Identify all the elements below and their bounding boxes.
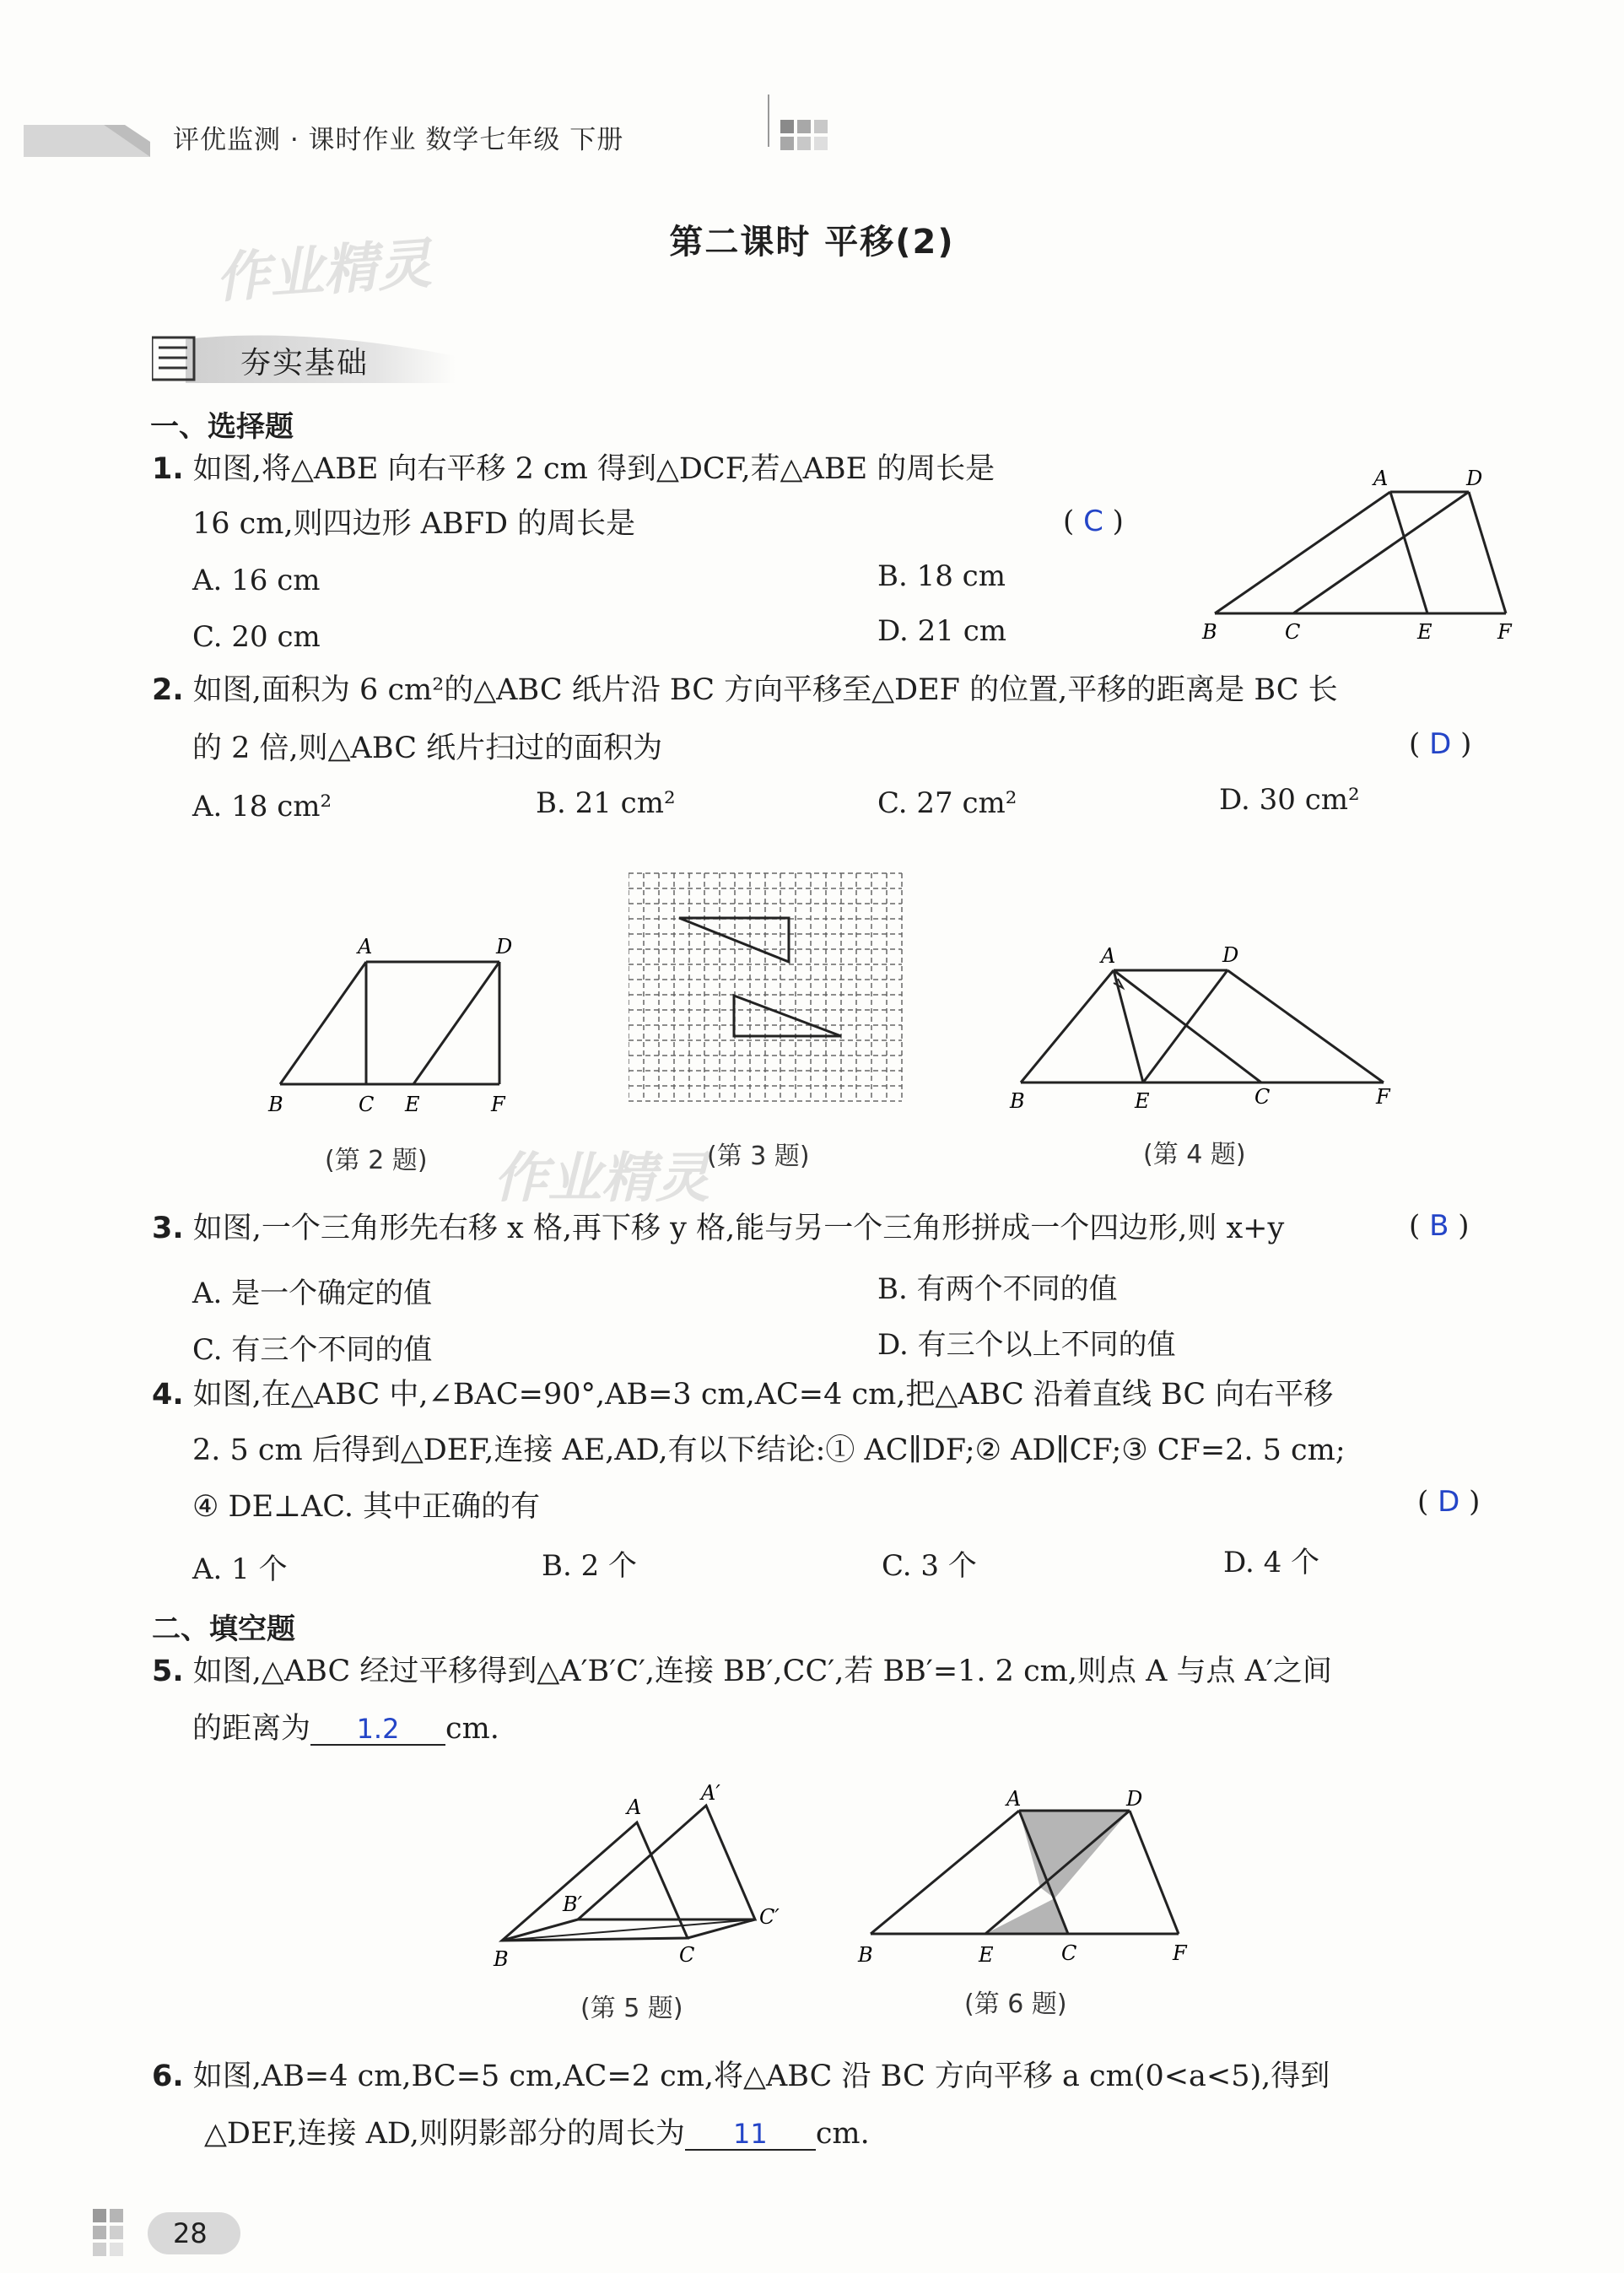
fig4-line-AC	[1114, 970, 1261, 1083]
fig6-label-E: E	[979, 1943, 994, 1967]
fig1-label-A: A	[1373, 467, 1389, 490]
fig4-line-BA	[1021, 970, 1114, 1083]
question-2-answer: D	[1429, 727, 1452, 761]
figure-2-caption: (第 2 题)	[325, 1146, 428, 1175]
question-2-text2: 的 2 倍,则△ABC 纸片扫过的面积为	[192, 732, 663, 765]
question-3-option-d: D. 有三个以上不同的值	[877, 1328, 1176, 1362]
question-5-line1	[152, 1654, 1332, 1689]
page-title: 第二课时 平移(2)	[669, 223, 955, 262]
fig5-label-C2: C′	[759, 1905, 780, 1929]
fig5-triangle-ABC	[502, 1822, 688, 1941]
question-3-option-b: B. 有两个不同的值	[877, 1272, 1118, 1306]
question-4-option-b: B. 2 个	[542, 1549, 638, 1583]
question-6-text2-post: cm.	[815, 2117, 870, 2151]
question-3-line1	[152, 1211, 1284, 1246]
question-5-text2-post: cm.	[445, 1712, 499, 1746]
question-3-text1: 如图,一个三角形先右移 x 格,再下移 y 格,能与另一个三角形拼成一个四边形,则 x+y	[192, 1212, 1285, 1245]
section-heading-choice: 一、选择题	[150, 410, 294, 444]
question-2-text1: 如图,面积为 6 cm²的△ABC 纸片沿 BC 方向平移至△DEF 的位置,平移的距离是 BC 长	[192, 673, 1338, 707]
question-1-option-a: A. 16 cm	[192, 564, 321, 597]
fig1-line-CD	[1293, 492, 1469, 613]
question-1-option-c: C. 20 cm	[192, 620, 321, 654]
fig6-label-A: A	[1006, 1789, 1022, 1811]
question-1-line1	[152, 451, 995, 487]
question-6-text2-pre: △DEF,连接 AD,则阴影部分的周长为	[204, 2117, 685, 2151]
fig1-line-DF	[1469, 492, 1506, 613]
fig2-line-BA	[280, 962, 366, 1084]
fig4-label-A: A	[1101, 944, 1116, 968]
fig3-triangle-top	[679, 918, 789, 962]
fig2-label-F: F	[491, 1093, 505, 1116]
fig5-label-C: C	[679, 1943, 695, 1967]
fig5-label-A: A	[627, 1795, 642, 1819]
question-2-answer-box: ( D )	[1409, 727, 1472, 761]
fig4-label-F: F	[1376, 1085, 1390, 1109]
question-2-option-b: B. 21 cm²	[536, 786, 676, 820]
fig6-label-F: F	[1173, 1941, 1187, 1965]
section-banner-label: 夯实基础	[240, 346, 370, 381]
question-4-line1	[152, 1377, 1333, 1412]
fig6-line-DF	[1130, 1811, 1179, 1934]
fig5-label-B: B	[494, 1947, 509, 1971]
fig5-triangle-A2B2C2	[578, 1806, 755, 1919]
figure-1	[1198, 460, 1535, 654]
question-2-option-a: A. 18 cm²	[192, 790, 332, 823]
section-heading-fill: 二、填空题	[152, 1612, 295, 1646]
fig1-label-C: C	[1285, 620, 1301, 644]
fig6-label-B: B	[858, 1943, 873, 1967]
fig1-label-D: D	[1466, 467, 1483, 490]
fig2-label-B: B	[268, 1093, 283, 1116]
question-6-line2	[204, 2116, 870, 2152]
figure-4-caption: (第 4 题)	[1143, 1140, 1246, 1169]
header-decoration	[24, 108, 150, 157]
question-2-option-d: D. 30 cm²	[1219, 783, 1360, 817]
figure-6	[856, 1789, 1211, 1974]
fig1-label-F: F	[1497, 620, 1512, 644]
figure-3-caption: (第 3 题)	[707, 1142, 810, 1171]
fig2-label-C: C	[359, 1093, 375, 1116]
figure-3	[629, 869, 903, 1114]
watermark-top: 作业精灵	[213, 233, 434, 310]
question-4-text1: 如图,在△ABC 中,∠BAC=90°,AB=3 cm,AC=4 cm,把△ABC 沿着直线 BC 向右平移	[192, 1378, 1334, 1412]
question-5-line2	[192, 1711, 499, 1747]
fig4-label-B: B	[1010, 1089, 1025, 1113]
question-6-blank: 11	[685, 2119, 816, 2151]
fig4-label-D: D	[1222, 943, 1239, 967]
fig6-label-C: C	[1061, 1941, 1077, 1965]
question-2-number: 2.	[152, 673, 184, 707]
question-1-number: 1.	[152, 452, 184, 486]
question-1-text1: 如图,将△ABE 向右平移 2 cm 得到△DCF,若△ABE 的周长是	[192, 452, 995, 486]
watermark-middle: 作业精灵	[494, 1147, 709, 1210]
question-4-answer: D	[1438, 1485, 1460, 1519]
fig6-line-BA	[871, 1811, 1019, 1934]
fig2-label-A: A	[358, 935, 373, 958]
question-4-text2: 2. 5 cm 后得到△DEF,连接 AE,AD,有以下结论:① AC∥DF;② AD∥CF;③ CF=2. 5 cm;	[192, 1433, 1346, 1467]
question-3-answer: B	[1429, 1209, 1449, 1243]
fig5-label-B2: B′	[563, 1892, 583, 1916]
question-4-answer-box: ( D )	[1417, 1485, 1481, 1519]
fig3-grid	[629, 873, 902, 1101]
question-5-number: 5.	[152, 1655, 184, 1688]
question-4-text3: ④ DE⊥AC. 其中正确的有	[192, 1490, 541, 1524]
question-1-text2: 16 cm,则四边形 ABFD 的周长是	[192, 507, 636, 541]
question-3-number: 3.	[152, 1212, 184, 1245]
header-divider	[768, 94, 769, 147]
fig4-line-ED	[1143, 970, 1227, 1083]
question-4-number: 4.	[152, 1378, 184, 1412]
question-1-option-d: D. 21 cm	[877, 614, 1007, 648]
fig1-label-E: E	[1417, 620, 1432, 644]
fig4-label-C: C	[1254, 1085, 1271, 1109]
question-4-option-d: D. 4 个	[1223, 1546, 1320, 1579]
figure-2	[262, 924, 531, 1126]
question-5-text1: 如图,△ABC 经过平移得到△A′B′C′,连接 BB′,CC′,若 BB′=1. 2 cm,则点 A 与点 A′之间	[192, 1655, 1332, 1688]
question-5-blank: 1.2	[310, 1714, 445, 1746]
question-3-option-c: C. 有三个不同的值	[192, 1333, 433, 1367]
fig1-line-AE	[1390, 492, 1427, 613]
figure-4	[1008, 932, 1400, 1122]
question-4-option-a: A. 1 个	[192, 1552, 288, 1586]
question-1-answer-box: ( C )	[1063, 505, 1124, 538]
question-6-number: 6.	[152, 2060, 184, 2093]
question-2-line1	[152, 672, 1338, 708]
question-1-answer: C	[1083, 505, 1103, 538]
fig2-line-ED	[413, 962, 499, 1084]
grid-squares-icon	[780, 120, 831, 154]
figure-5	[485, 1784, 806, 1974]
fig4-label-E: E	[1135, 1089, 1150, 1113]
question-1-option-b: B. 18 cm	[877, 559, 1006, 593]
question-6-line1	[152, 2059, 1330, 2094]
fig2-label-D: D	[496, 935, 513, 958]
fig4-line-DF	[1227, 970, 1384, 1083]
figure-6-caption: (第 6 题)	[964, 1990, 1067, 2019]
fig1-line-BA	[1215, 492, 1390, 613]
fig4-line-AE	[1114, 970, 1143, 1083]
fig5-label-A2: A′	[701, 1784, 720, 1805]
figure-5-caption: (第 5 题)	[580, 1994, 683, 2023]
header-title: 评优监测 · 课时作业 数学七年级 下册	[173, 125, 624, 155]
question-5-text2-pre: 的距离为	[192, 1712, 311, 1746]
footer-squares-icon	[93, 2209, 143, 2260]
question-6-text1: 如图,AB=4 cm,BC=5 cm,AC=2 cm,将△ABC 沿 BC 方向平移 a cm(0<a<5),得到	[192, 2060, 1330, 2093]
question-3-answer-box: ( B )	[1409, 1209, 1470, 1243]
fig1-label-B: B	[1202, 620, 1217, 644]
fig2-label-E: E	[405, 1093, 420, 1116]
page-number: 28	[173, 2217, 208, 2249]
fig6-label-D: D	[1126, 1789, 1143, 1811]
question-2-option-c: C. 27 cm²	[877, 786, 1017, 820]
question-4-option-c: C. 3 个	[882, 1549, 977, 1583]
question-3-option-a: A. 是一个确定的值	[192, 1277, 433, 1310]
